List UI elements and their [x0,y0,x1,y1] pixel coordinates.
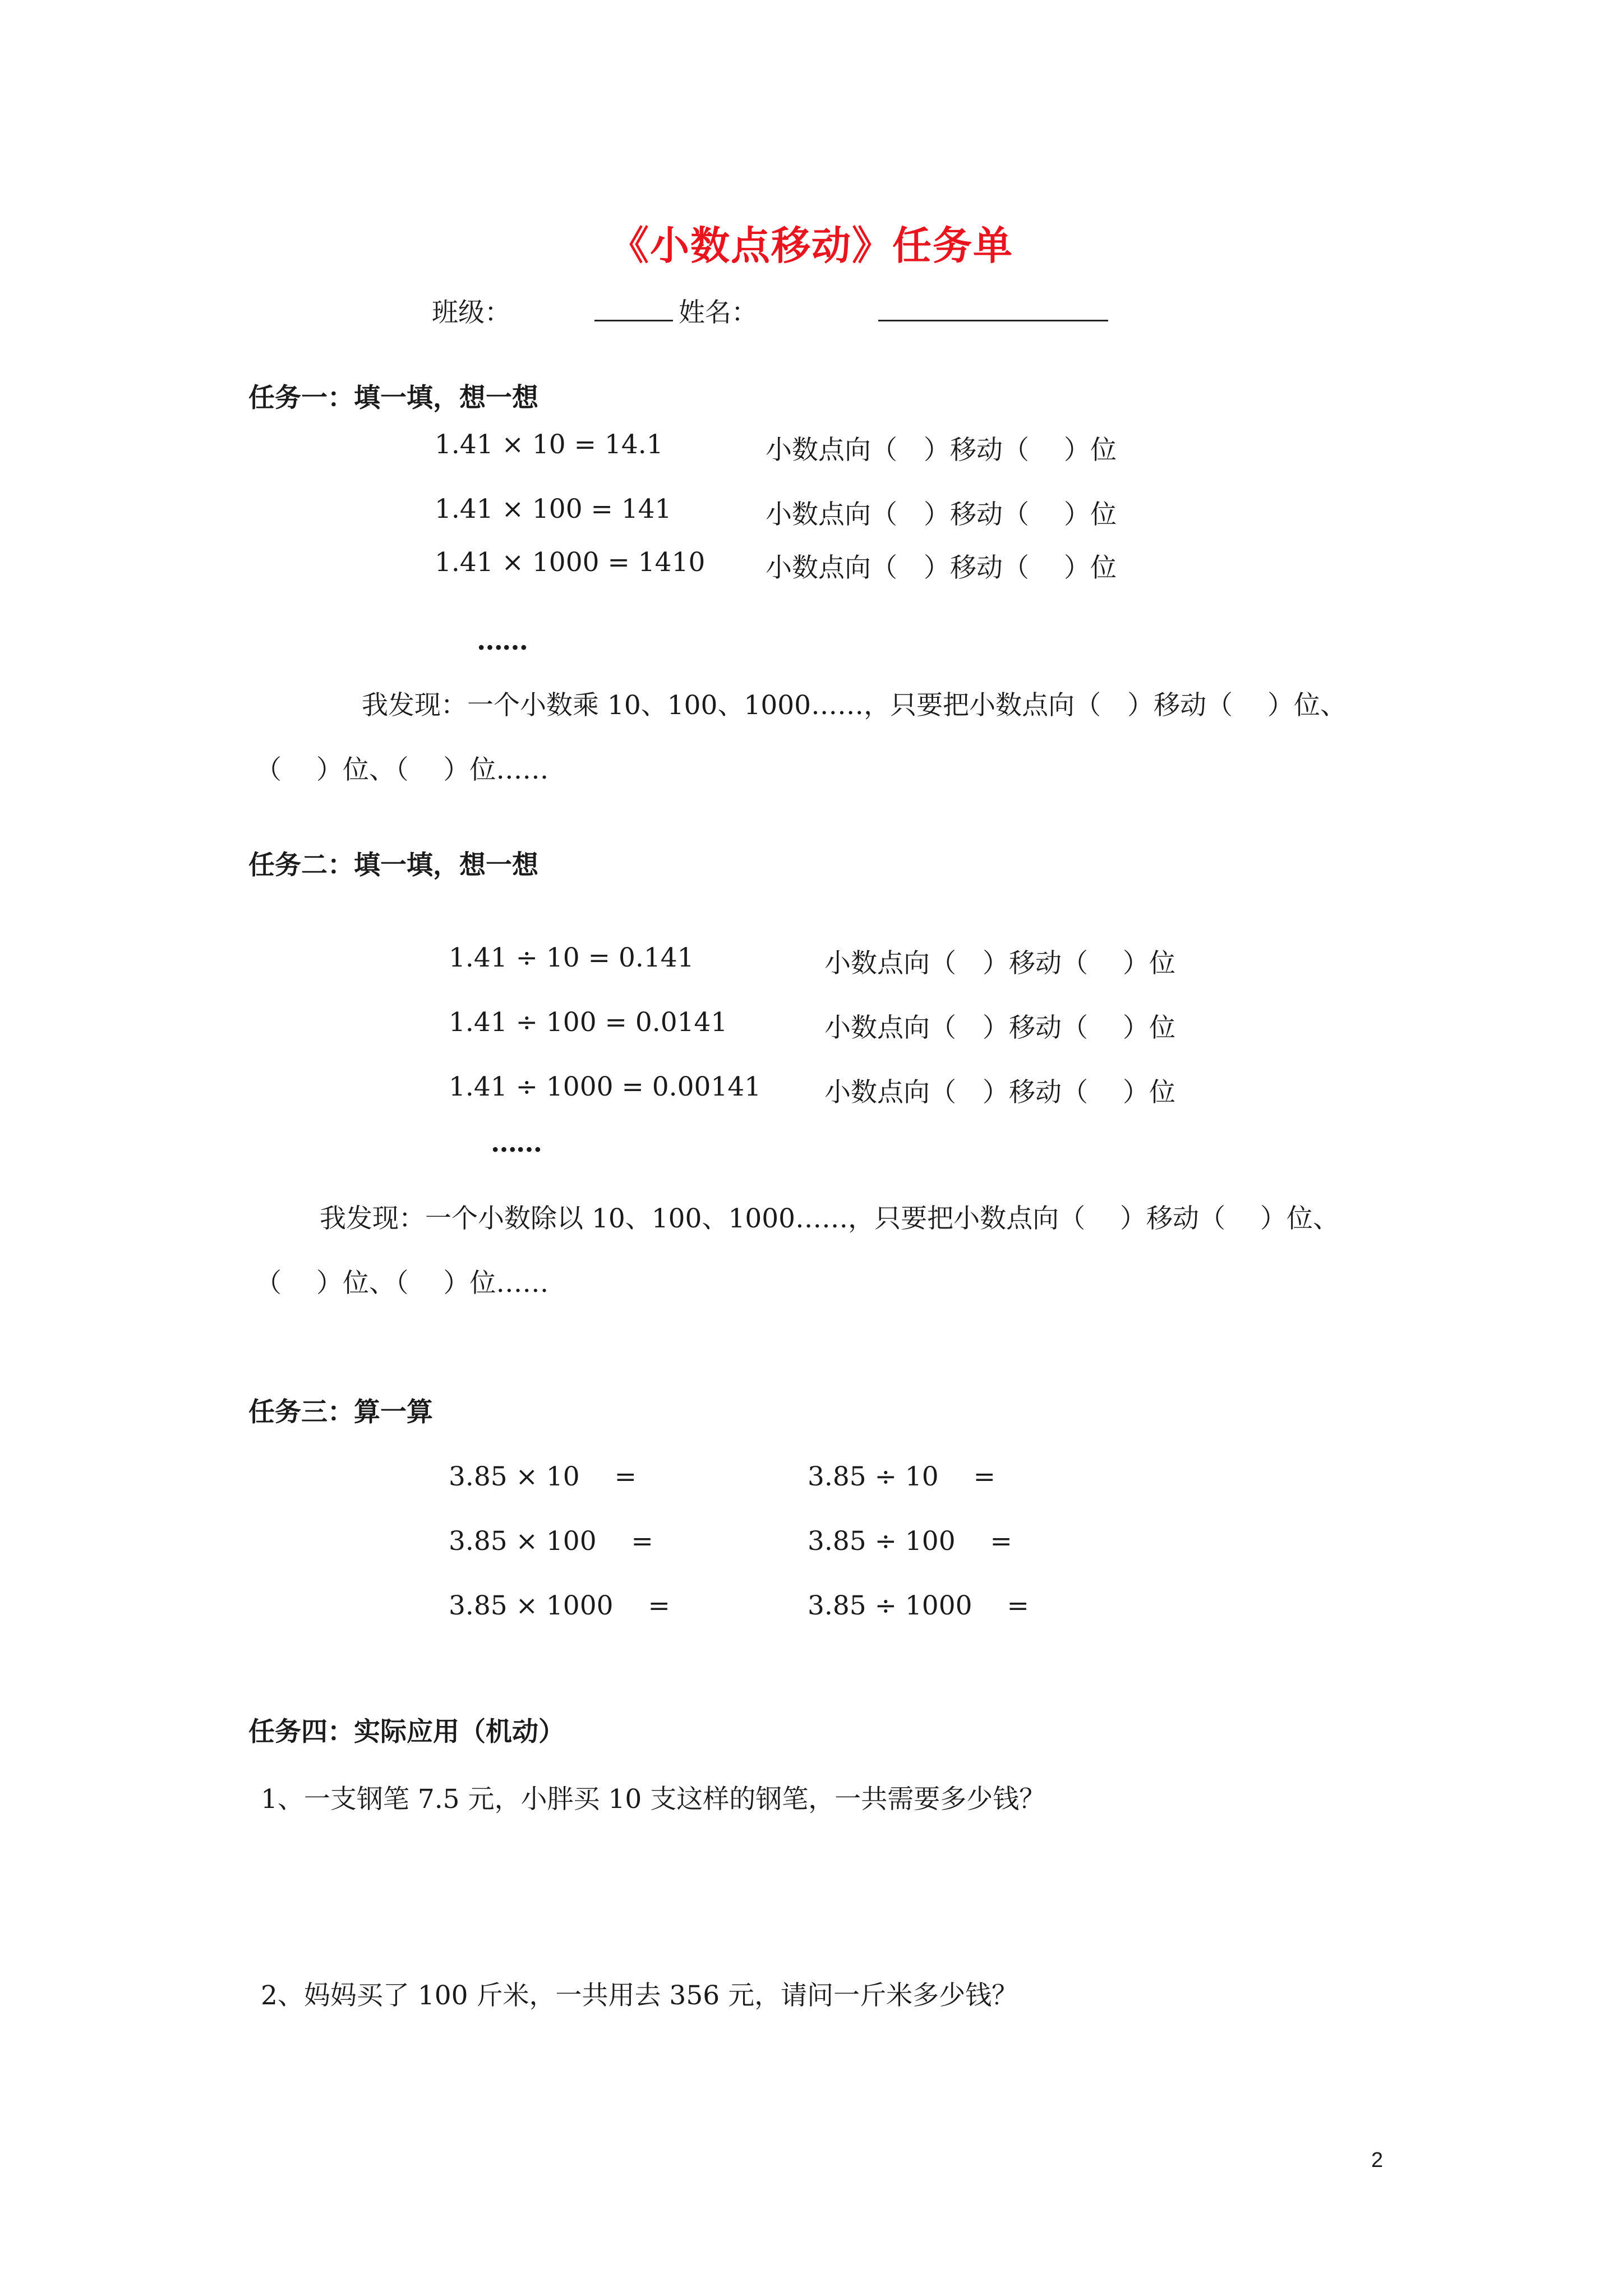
task1-blank-1: 小数点向（ ）移动（ ）位 [766,435,1117,466]
task1-blank-3: 小数点向（ ）移动（ ）位 [766,553,1117,583]
task4-question-1: 1、一支钢笔 7.5 元，小胖买 10 支这样的钢笔，一共需要多少钱？ [261,1784,1046,1815]
task4-heading: 任务四：实际应用（机动） [248,1717,565,1747]
task4-question-2: 2、妈妈买了 100 斤米，一共用去 356 元，请问一斤米多少钱？ [261,1980,1018,2011]
task1-eq-3: 1.41 × 1000 = 1410 [435,547,706,578]
task2-eq-1: 1.41 ÷ 10 = 0.141 [449,942,694,973]
task3-left-2: 3.85 × 100 = [449,1526,653,1557]
task1-finding-line1: 我发现：一个小数乘 10、100、1000……，只要把小数点向（ ）移动（ ）位、 [362,690,1347,721]
page-title: 《小数点移动》任务单 [610,222,1013,269]
task3-left-3: 3.85 × 1000 = [449,1590,670,1621]
task2-blank-2: 小数点向（ ）移动（ ）位 [824,1013,1175,1043]
task1-heading: 任务一：填一填，想一想 [248,383,538,413]
class-blank-line [594,320,673,321]
task1-eq-1: 1.41 × 10 = 14.1 [435,429,663,460]
page-number: 2 [1371,2148,1384,2172]
task2-eq-2: 1.41 ÷ 100 = 0.0141 [449,1007,728,1038]
task2-heading: 任务二：填一填，想一想 [248,850,538,881]
task3-heading: 任务三：算一算 [248,1397,433,1428]
task3-right-2: 3.85 ÷ 100 = [808,1526,1012,1557]
task3-right-3: 3.85 ÷ 1000 = [808,1590,1029,1621]
task1-ellipsis: …… [477,625,527,656]
task1-finding-line2: （ ）位、（ ）位…… [255,754,549,785]
task2-blank-1: 小数点向（ ）移动（ ）位 [824,948,1175,979]
task2-finding-line1: 我发现：一个小数除以 10、100、1000……，只要把小数点向（ ）移动（ ）位、 [320,1203,1339,1234]
task3-right-1: 3.85 ÷ 10 = [808,1461,996,1492]
task2-ellipsis: …… [491,1128,541,1158]
task1-eq-2: 1.41 × 100 = 141 [435,494,672,524]
name-label: 姓名： [679,297,758,328]
name-blank-line [878,320,1108,321]
task2-blank-3: 小数点向（ ）移动（ ）位 [824,1077,1175,1108]
task3-left-1: 3.85 × 10 = [449,1461,637,1492]
task2-finding-line2: （ ）位、（ ）位…… [255,1268,549,1299]
task1-blank-2: 小数点向（ ）移动（ ）位 [766,499,1117,530]
class-label: 班级： [432,297,511,328]
task2-eq-3: 1.41 ÷ 1000 = 0.00141 [449,1071,762,1102]
